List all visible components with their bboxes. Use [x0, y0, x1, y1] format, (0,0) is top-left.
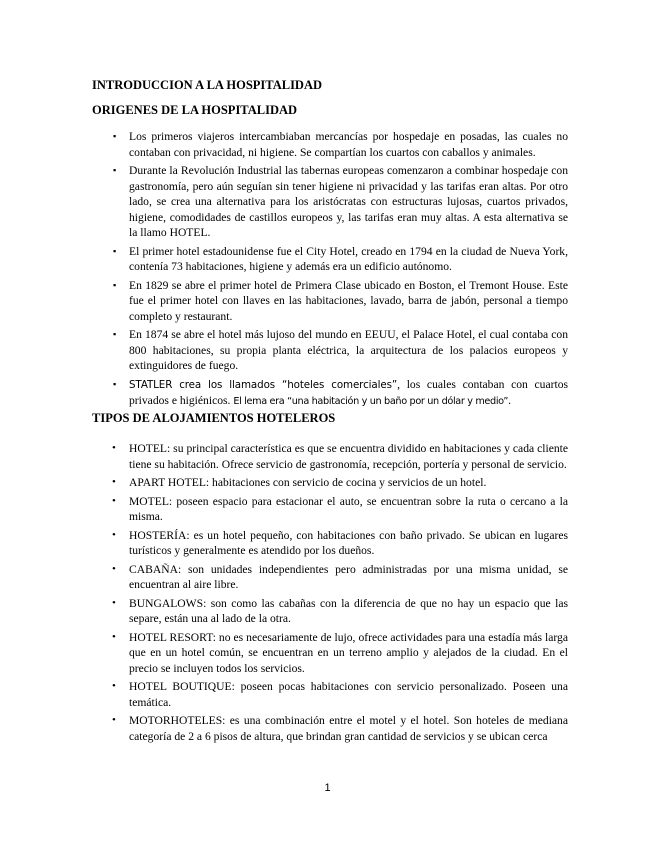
list-item: [92, 562, 568, 593]
list-item: [92, 244, 568, 275]
square-bullet-icon: ▪: [113, 165, 117, 175]
square-bullet-icon: ▪: [113, 131, 117, 141]
round-bullet-icon: •: [112, 528, 116, 541]
square-bullet-icon: ▪: [113, 245, 117, 256]
section-heading-tipos: TIPOS DE ALOJAMIENTOS HOTELEROS: [92, 411, 336, 425]
list-item: [92, 441, 568, 472]
list-item-text: En 1874 se abre el hotel más lujoso del mundo en EEUU, el Palace Hotel, el cual contaba con 800 habitaciones, su propia planta eléctrica, la arquitectura de los palacios europeos y extinguidores de fuego.: [129, 328, 568, 372]
list-item: [92, 630, 568, 677]
list-item-text: HOTEL BOUTIQUE: poseen pocas habitaciones con servicio personalizado. Poseen una temática.: [129, 680, 568, 709]
square-bullet-icon: ▪: [113, 378, 117, 389]
origins-list: [92, 129, 568, 413]
list-item-text: APART HOTEL: habitaciones con servicio de cocina y servicios de un hotel.: [129, 476, 487, 489]
square-bullet-icon: ▪: [113, 279, 117, 290]
list-item: [92, 713, 568, 744]
round-bullet-icon: •: [112, 630, 116, 643]
round-bullet-icon: •: [112, 680, 116, 692]
section-heading-origenes: ORIGENES DE LA HOSPITALIDAD: [92, 103, 298, 117]
round-bullet-icon: •: [112, 442, 116, 454]
statler-text-end: .: [508, 394, 511, 407]
list-item: [92, 596, 568, 627]
list-item-text: El primer hotel estadounidense fue el City Hotel, creado en 1794 en la ciudad de Nueva York, contenía 73 habitaciones, higiene y además era un edificio autónomo.: [129, 244, 568, 273]
page-title: INTRODUCCION A LA HOSPITALIDAD: [92, 78, 323, 92]
list-item: [92, 475, 568, 491]
motto-text: El lema era “una habitación y un baño por un dólar y medio”: [233, 396, 509, 407]
square-bullet-icon: ▪: [113, 329, 117, 339]
list-item-text: En 1829 se abre el primer hotel de Primera Clase ubicado en Boston, el Tremont House. Este fue el primer hotel con llaves en las habitaciones, lavado, barra de jabón, personal a tiempo completo y restaurant.: [129, 278, 568, 323]
round-bullet-icon: •: [112, 596, 116, 609]
round-bullet-icon: •: [112, 714, 116, 726]
statler-text-cont: , los cuales contaban con cuartos privados e higiénicos.: [129, 377, 569, 407]
list-item: [92, 528, 568, 559]
round-bullet-icon: •: [112, 494, 116, 507]
list-item-text: BUNGALOWS: son como las cabañas con la diferencia de que no hay un espacio que las separe, están una al lado de la otra.: [129, 596, 568, 625]
list-item: [92, 494, 568, 525]
page-number: 1: [324, 782, 331, 794]
list-item: [92, 278, 568, 325]
list-item-text: CABAÑA: son unidades independientes pero administradas por una misma unidad, se encuentran al aire libre.: [129, 562, 568, 591]
types-list: [92, 441, 568, 747]
list-item-text: MOTORHOTELES: es una combinación entre el motel y el hotel. Son hoteles de mediana categoría de 2 a 6 pisos de altura, que brindan gran cantidad de servicios y se ubican cerca: [129, 714, 568, 743]
list-item: [92, 129, 568, 160]
list-item-text: MOTEL: poseen espacio para estacionar el auto, se encuentran sobre la ruta o cercano a la misma.: [129, 494, 568, 523]
list-item: [92, 163, 568, 241]
list-item-statler: [92, 377, 568, 410]
list-item-text: HOTEL: su principal característica es que se encuentra dividido en habitaciones y cada cliente tiene su habitación. Ofrece servicio de gastronomía, recepción, portería y personal de servicio.: [129, 442, 568, 471]
statler-text: STATLER crea los llamados “hoteles comerciales”: [129, 378, 398, 391]
list-item-text: HOSTERÍA: es un hotel pequeño, con habitaciones con baño privado. Se ubican en lugares turísticos y generalmente es atendido por los dueños.: [129, 528, 568, 557]
round-bullet-icon: •: [112, 476, 116, 488]
list-item-text: Los primeros viajeros intercambiaban mercancías por hospedaje en posadas, las cuales no contaban con privacidad, ni higiene. Se compartían los cuartos con caballos y animales.: [129, 130, 568, 159]
list-item: [92, 327, 568, 374]
list-item-text: HOTEL RESORT: no es necesariamente de lujo, ofrece actividades para una estadía más larga que en un hotel común, se encuentran en un terreno amplio y alejados de la ciudad. En el precio se incluyen todos los servicios.: [129, 630, 568, 675]
list-item-text: Durante la Revolución Industrial las tabernas europeas comenzaron a combinar hospedaje con gastronomía, pero aún seguían sin tener higiene ni privacidad y las tarifas eran altas. Por otro lado, se crea una alternativa para los aristócratas con estructuras lujosas, cuartos privados, higiene, comodidades de castillos europeos y, las tarifas eran muy altas. A esta alternativa se la llamo HOTEL.: [129, 164, 568, 239]
list-item: [92, 679, 568, 710]
round-bullet-icon: •: [112, 562, 116, 575]
